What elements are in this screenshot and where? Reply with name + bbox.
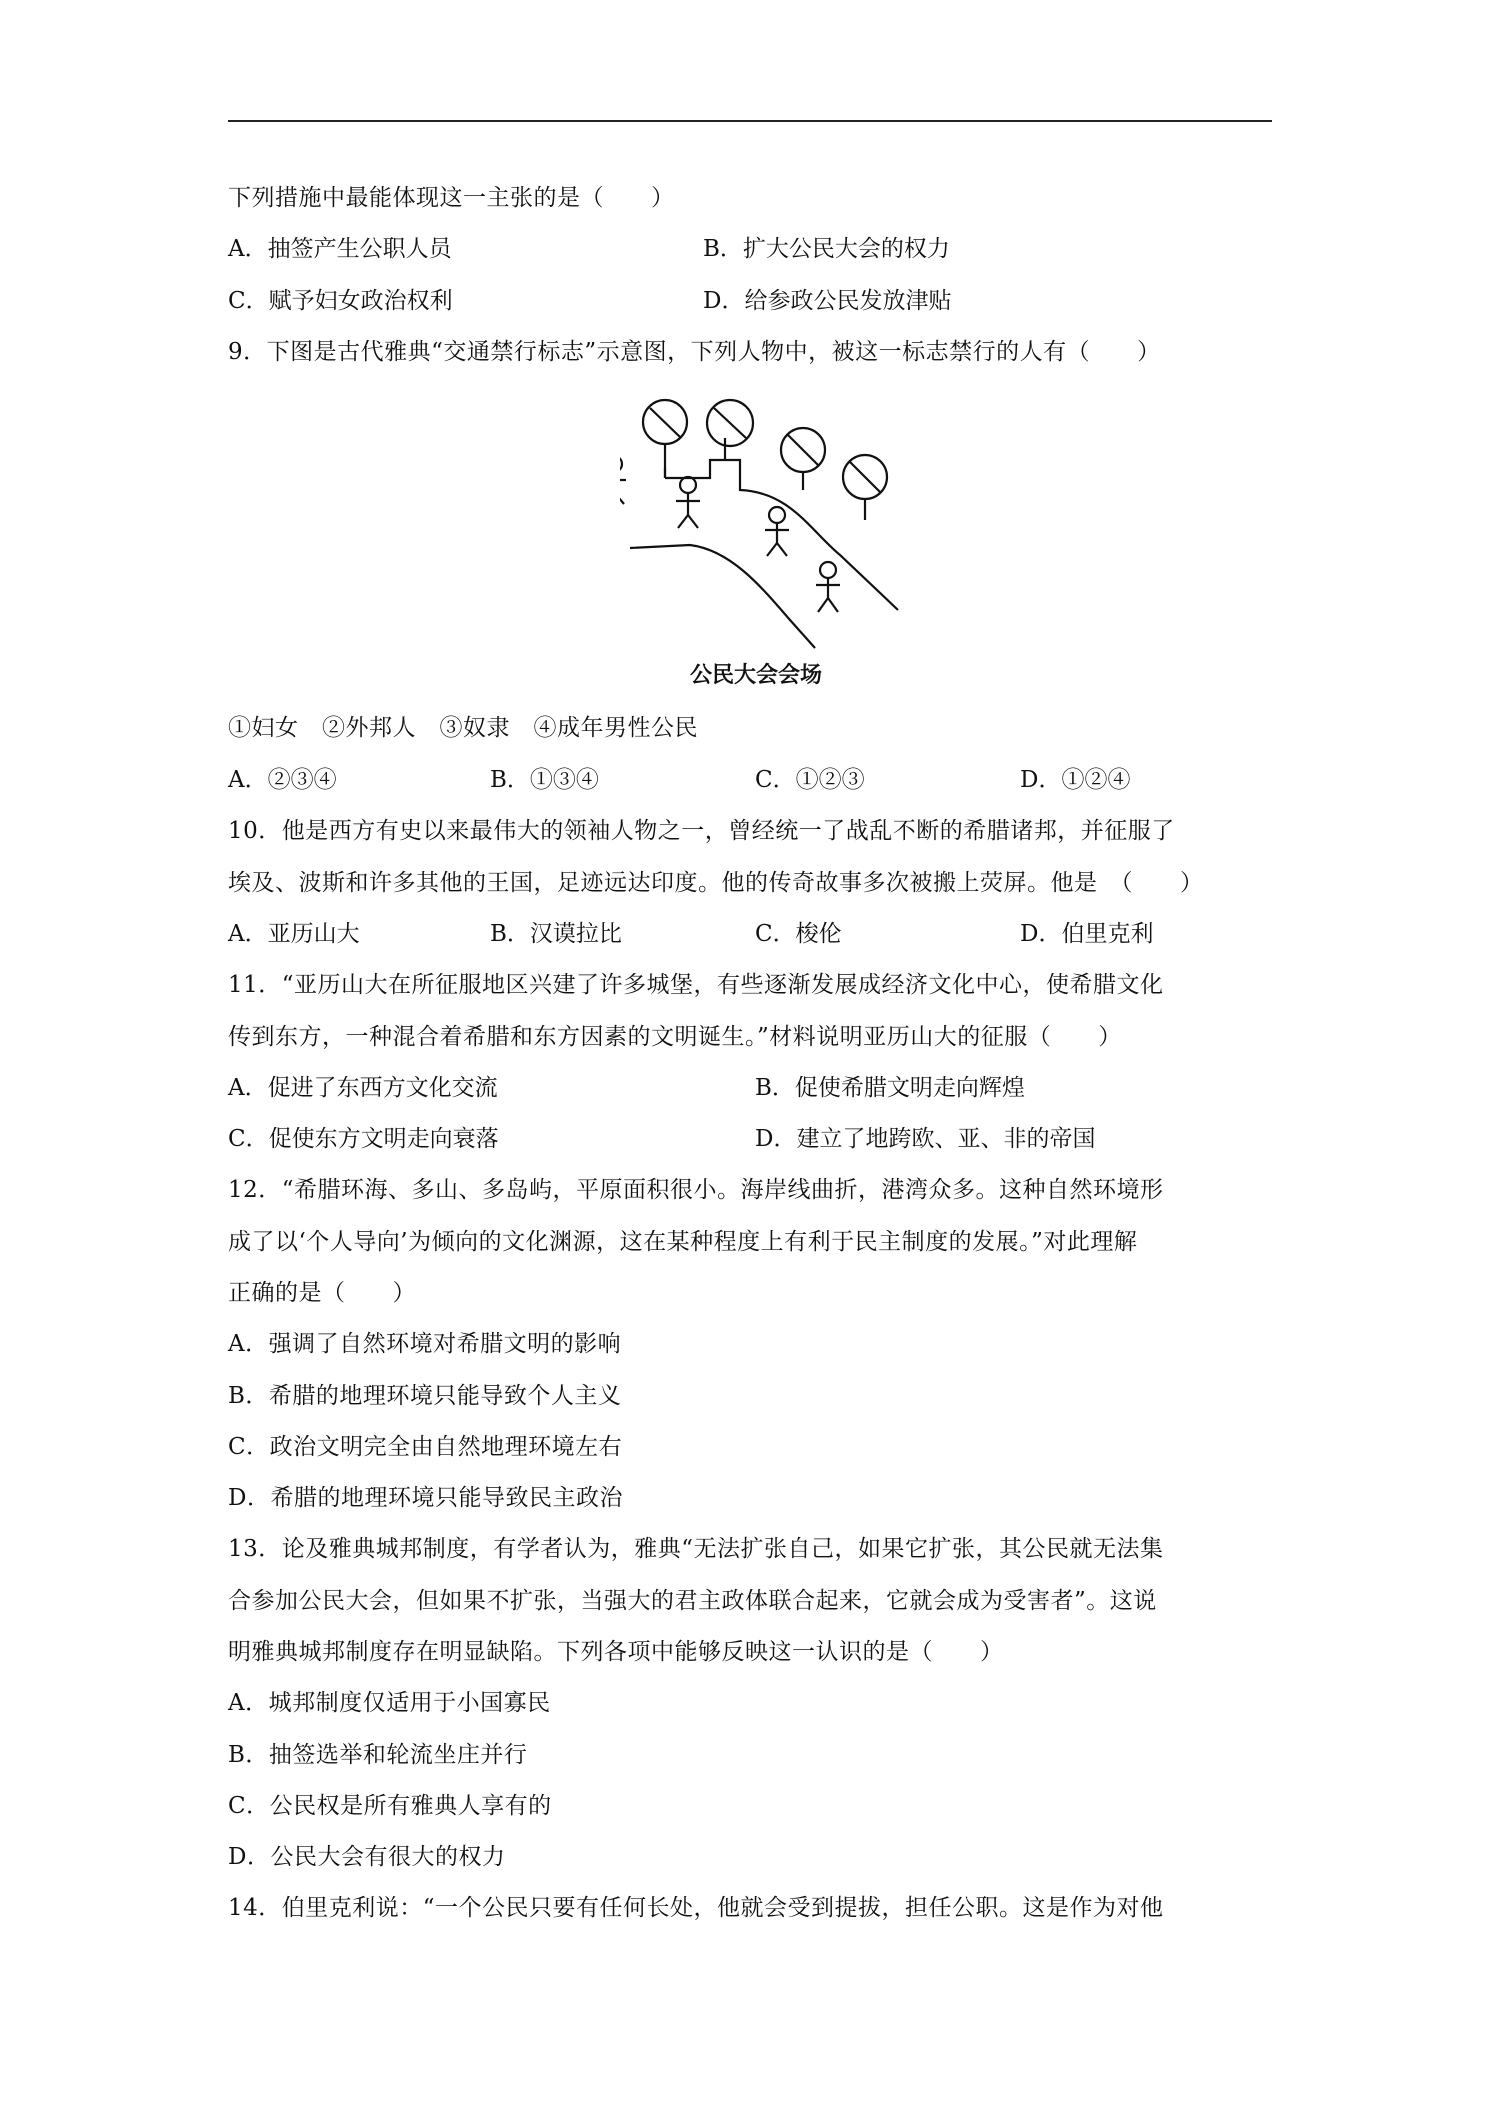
q11-option-d: D．建立了地跨欧、亚、非的帝国 xyxy=(755,1126,1096,1152)
q13-option-b: B．抽签选举和轮流坐庄并行 xyxy=(228,1742,528,1768)
no-entry-sign-2 xyxy=(707,400,753,446)
q12-option-d: D．希腊的地理环境只能导致民主政治 xyxy=(228,1485,623,1511)
q10-line-1: 10．他是西方有史以来最伟大的领袖人物之一，曾经统一了战乱不断的希腊诸邦，并征服了 xyxy=(228,818,1175,844)
q8-option-b: B．扩大公民大会的权力 xyxy=(703,236,950,262)
q8-stem: 下列措施中最能体现这一主张的是（ ） xyxy=(228,185,675,211)
road-lower-edge xyxy=(630,545,815,648)
q11-line-1: 11．“亚历山大在所征服地区兴建了许多城堡，有些逐渐发展成经济文化中心，使希腊文化 xyxy=(228,972,1164,998)
figure-caption: 公民大会会场 xyxy=(690,663,823,688)
q12-option-a: A．强调了自然环境对希腊文明的影响 xyxy=(228,1331,622,1357)
q10-option-a: A．亚历山大 xyxy=(228,921,360,947)
person-1-icon xyxy=(620,456,626,504)
q8-option-c: C．赋予妇女政治权利 xyxy=(228,288,453,314)
no-entry-sign-figure xyxy=(620,380,920,650)
no-entry-sign-1 xyxy=(643,400,687,444)
person-2-icon xyxy=(676,477,700,528)
q10-option-b: B．汉谟拉比 xyxy=(490,921,622,947)
q9-option-a: A．②③④ xyxy=(228,767,337,793)
no-entry-sign-4 xyxy=(843,455,887,499)
q12-option-c: C．政治文明完全由自然地理环境左右 xyxy=(228,1434,623,1460)
q11-option-b: B．促使希腊文明走向辉煌 xyxy=(755,1075,1025,1101)
q13-line-1: 13．论及雅典城邦制度，有学者认为，雅典“无法扩张自己，如果它扩张，其公民就无法集 xyxy=(228,1536,1164,1562)
q13-option-c: C．公民权是所有雅典人享有的 xyxy=(228,1793,552,1819)
no-entry-sign-3 xyxy=(781,428,825,472)
q10-option-d: D．伯里克利 xyxy=(1020,921,1154,947)
q8-option-a: A．抽签产生公职人员 xyxy=(228,236,452,262)
q10-line-2: 埃及、波斯和许多其他的王国，足迹远达印度。他的传奇故事多次被搬上荧屏。他是 （ ） xyxy=(228,870,1204,896)
q12-line-2: 成了以‘个人导向’为倾向的文化渊源，这在某种程度上有利于民主制度的发展。”对此理解 xyxy=(228,1229,1138,1255)
q9-stem: 9．下图是古代雅典“交通禁行标志”示意图，下列人物中，被这一标志禁行的人有（ ） xyxy=(228,339,1161,365)
person-3-icon xyxy=(765,507,789,556)
q8-option-d: D．给参政公民发放津贴 xyxy=(703,288,952,314)
q9-option-c: C．①②③ xyxy=(755,767,865,793)
q11-option-c: C．促使东方文明走向衰落 xyxy=(228,1126,499,1152)
q10-option-c: C．梭伦 xyxy=(755,921,842,947)
q11-option-a: A．促进了东西方文化交流 xyxy=(228,1075,498,1101)
q11-line-2: 传到东方，一种混合着希腊和东方因素的文明诞生。”材料说明亚历山大的征服（ ） xyxy=(228,1024,1122,1050)
header-rule xyxy=(228,120,1272,122)
q12-line-3: 正确的是（ ） xyxy=(228,1280,416,1306)
q9-option-b: B．①③④ xyxy=(490,767,599,793)
q14-line-1: 14．伯里克利说：“一个公民只要有任何长处，他就会受到提拔，担任公职。这是作为对他 xyxy=(228,1895,1164,1921)
q13-line-3: 明雅典城邦制度存在明显缺陷。下列各项中能够反映这一认识的是（ ） xyxy=(228,1639,1004,1665)
road-upper-edge xyxy=(665,460,898,610)
q9-option-d: D．①②④ xyxy=(1020,767,1131,793)
q12-line-1: 12．“希腊环海、多山、多岛屿，平原面积很小。海岸线曲折，港湾众多。这种自然环境形 xyxy=(228,1177,1164,1203)
person-4-icon xyxy=(816,562,840,612)
q13-line-2: 合参加公民大会，但如果不扩张，当强大的君主政体联合起来，它就会成为受害者”。这说 xyxy=(228,1588,1157,1614)
q13-option-a: A．城邦制度仅适用于小国寡民 xyxy=(228,1690,551,1716)
q12-option-b: B．希腊的地理环境只能导致个人主义 xyxy=(228,1383,622,1409)
q13-option-d: D．公民大会有很大的权力 xyxy=(228,1844,506,1870)
q9-items: ①妇女 ②外邦人 ③奴隶 ④成年男性公民 xyxy=(228,715,698,741)
